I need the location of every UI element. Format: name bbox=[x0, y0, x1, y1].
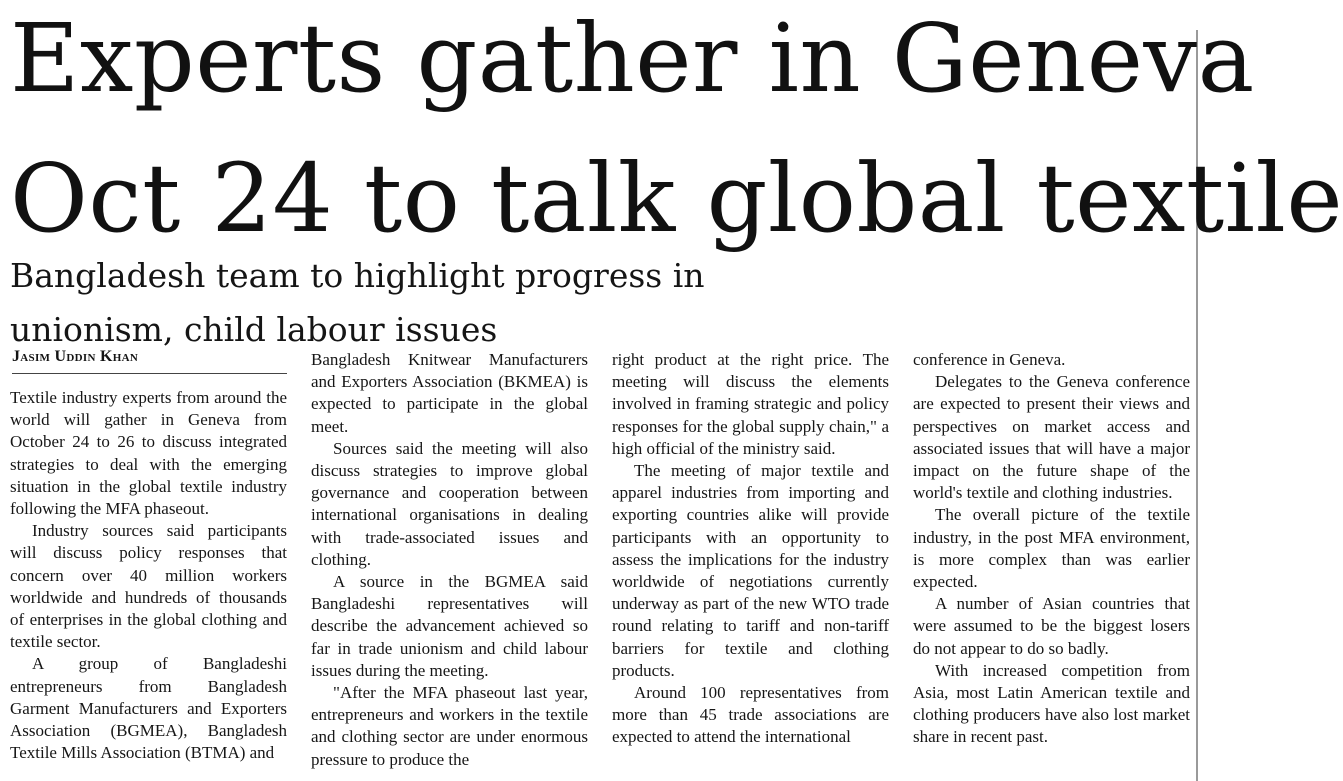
subheadline-line-1: Bangladesh team to highlight progress in bbox=[10, 256, 705, 295]
paragraph: A source in the BGMEA said Bangladeshi representatives will describe the advancement achieved so far in trade unionism and child labour issues during the meeting. bbox=[311, 572, 588, 680]
article-column-4 bbox=[913, 349, 1190, 749]
paragraph: Bangladesh Knitwear Manufacturers and Exporters Association (BKMEA) is expected to participate in the global meet. bbox=[311, 350, 588, 436]
paragraph: The overall picture of the textile industry, in the post MFA environment, is more complex than was earlier expected. bbox=[913, 505, 1190, 592]
paragraph: A number of Asian countries that were assumed to be the biggest losers do not appear to do so badly. bbox=[913, 594, 1190, 658]
paragraph: right product at the right price. The meeting will discuss the elements involved in framing strategic and policy responses for the global supply chain," a high official of the ministry said. bbox=[612, 350, 889, 458]
paragraph: Textile industry experts from around the world will gather in Geneva from October 24 to 26 to discuss integrated strategies to deal with the emerging situation in the global textile industry following the MFA phaseout. bbox=[10, 388, 287, 519]
headline-line-1: Experts gather in Geneva bbox=[10, 4, 1255, 114]
article-column-2 bbox=[311, 349, 588, 771]
paragraph: Around 100 representatives from more than 45 trade associations are expected to attend the international bbox=[612, 683, 889, 747]
paragraph: A group of Bangladeshi entrepreneurs from Bangladesh Garment Manufacturers and Exporters Association (BGMEA), Bangladesh Textile Mills Association (BTMA) and bbox=[10, 654, 287, 763]
byline: Jasim Uddin Khan bbox=[12, 348, 287, 374]
paragraph: Industry sources said participants will discuss policy responses that concern over 40 million workers worldwide and hundreds of thousands of enterprises in the global clothing and textile sector. bbox=[10, 521, 287, 652]
paragraph: The meeting of major textile and apparel industries from importing and exporting countries alike will provide participants with an opportunity to assess the implications for the industry worldwide of negotiations currently underway as part of the new WTO trade round relating to tariff and non-tariff barriers for textile and clothing products. bbox=[612, 461, 889, 680]
article-column-3 bbox=[612, 349, 889, 749]
paragraph: Sources said the meeting will also discuss strategies to improve global governance and cooperation between international organisations in dealing with trade-associated issues and clothing. bbox=[311, 438, 588, 569]
paragraph: Delegates to the Geneva conference are expected to present their views and perspectives on market access and associated issues that will have a major impact on the future shape of the world's textile and clothing industries. bbox=[913, 372, 1190, 503]
paragraph: conference in Geneva. bbox=[913, 350, 1066, 369]
subheadline-line-2: unionism, child labour issues bbox=[10, 310, 498, 349]
paragraph: "After the MFA phaseout last year, entrepreneurs and workers in the textile and clothing sector are under enormous pressure to produce the bbox=[311, 683, 588, 769]
article-column-1 bbox=[10, 387, 287, 764]
headline-line-2: Oct 24 to talk global textile bbox=[10, 144, 1343, 254]
paragraph: With increased competition from Asia, most Latin American textile and clothing producers have also lost market share in recent past. bbox=[913, 660, 1190, 747]
column-rule bbox=[1196, 30, 1198, 781]
